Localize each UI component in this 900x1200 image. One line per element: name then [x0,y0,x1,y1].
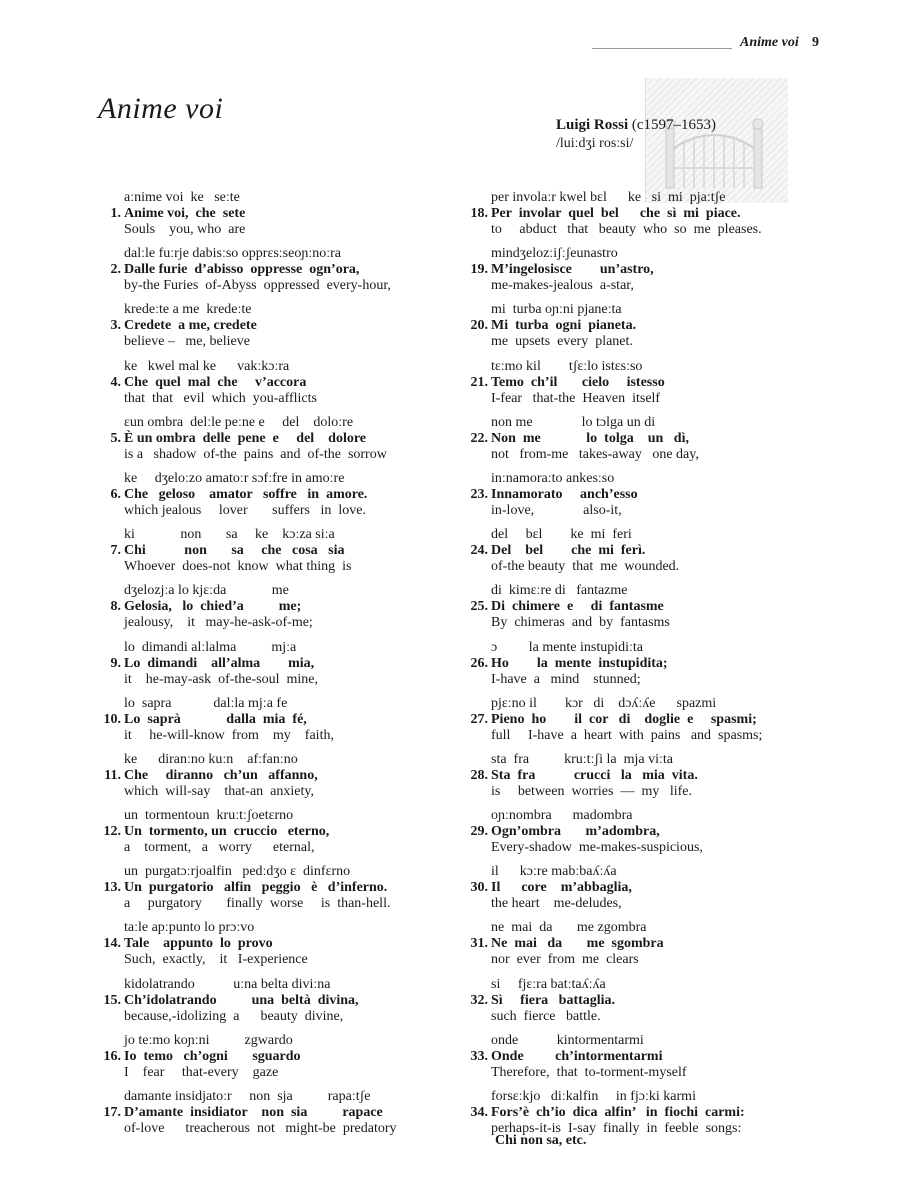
ipa-transcription: il kɔːre mabːbaʎːʎa [491,864,617,880]
verse-line [465,696,795,752]
verse-line [98,527,428,583]
word-gloss: Souls you, who are [124,222,246,237]
italian-text: Temo ch’il cielo istesso [491,374,665,390]
ipa-transcription: taːle apːpunto lo prɔːvo [124,920,255,936]
line-number: 1. [110,206,121,221]
ipa-transcription: pjɛːno il kɔr di dɔʎːʎe spazmi [491,695,717,711]
verse-line [98,752,428,808]
verse-line [465,808,795,864]
italian-text: Onde ch’intormentarmi [491,1048,663,1064]
italian-text: Gelosia, lo chied’a me; [124,599,302,615]
line-number: 7. [110,543,121,559]
verse-line [465,415,795,471]
italian-text: Di chimere e di fantasme [491,599,664,615]
italian-text: Che diranno ch’un affanno, [124,767,318,783]
line-number: 14. [103,936,121,952]
ipa-transcription: un purgatɔːrjoalfin pedːdʒo ɛ dinfɛrno [124,864,351,880]
composer-name: Luigi Rossi [556,117,629,133]
right-column [465,190,795,1145]
line-number: 31. [470,936,488,952]
italian-text: Lo saprà dalla mia fé, [124,711,307,727]
italian-text: Il core m’abbaglia, [491,880,632,896]
ipa-transcription: inːnamoraːto ankesːso [491,470,615,486]
verse-line [98,583,428,639]
verse-line [465,359,795,415]
verse-line [465,246,795,302]
word-gloss: By chimeras and by fantasms [491,615,670,631]
italian-text: È un ombra delle pene e del dolore [124,430,367,446]
ipa-transcription: jo teːmo koɲːni zgwardo [124,1032,293,1048]
italian-text: Ogn’ombra m’adombra, [491,824,660,840]
line-number: 22. [470,430,488,446]
italian-text: Sì fiera battaglia. [491,992,616,1008]
line-number: 26. [470,655,488,671]
verse-line [98,190,428,246]
italian-text: Credete a me, credete [124,318,257,334]
word-gloss: such fierce battle. [491,1008,601,1024]
ipa-transcription: dalːle fuːrje dabisːso opprɛsːseoɲːnoːra [124,246,341,262]
verse-line [98,359,428,415]
ipa-transcription: ke diranːno kuːn afːfanːno [124,751,298,767]
word-gloss: by-the Furies of-Abyss oppressed every-hour, [124,278,391,294]
line-number: 27. [470,711,488,727]
verse-line [98,1033,428,1089]
ipa-transcription: kredeːte a me kredeːte [124,302,252,318]
ipa-transcription: aːnime voi ke seːte [124,190,240,205]
ipa-transcription: lo sapra dalːla mjːa fe [124,695,288,711]
ipa-transcription: per involaːr kwel bɛl ke si mi pjaːtʃe [491,190,726,205]
ipa-transcription: un tormentoun kruːtːʃoetɛrno [124,808,294,824]
verse-line [465,302,795,358]
word-gloss: full I-have a heart with pains and spasms; [491,727,763,743]
verse-line [98,302,428,358]
line-number: 2. [110,262,121,278]
verse-line [465,190,795,246]
line-number: 33. [470,1048,488,1064]
word-gloss: jealousy, it may-he-ask-of-me; [124,615,313,631]
italian-text: Tale appunto lo provo [124,936,273,952]
line-number: 6. [110,486,121,502]
ipa-transcription: kidolatrando uːna belta diviːna [124,976,331,992]
line-number: 13. [103,880,121,896]
ipa-transcription: ke dʒeloːzo amatoːr sɔfːfre in amoːre [124,470,345,486]
word-gloss: to abduct that beauty who so me pleases. [491,222,762,237]
verse-line [98,977,428,1033]
line-number: 4. [110,374,121,390]
verse-line [465,864,795,920]
italian-text: Innamorato anch’esso [491,486,638,502]
word-gloss: perhaps-it-is I-say finally in feeble songs: [491,1121,742,1136]
italian-text: Lo dimandi all’alma mia, [124,655,315,671]
ipa-transcription: ɛun ombra delːle peːne e del doloːre [124,414,354,430]
ipa-transcription: dʒelozjːa lo kjɛːda me [124,583,289,599]
italian-text: Un tormento, un cruccio eterno, [124,824,330,840]
italian-text: Non me lo tolga un dì, [491,430,689,446]
ipa-transcription: mindʒelozːiʃːʃeunastro [491,246,618,262]
verse-line [465,583,795,639]
line-number: 21. [470,374,488,390]
line-number: 19. [470,262,488,278]
italian-text: Dalle furie d’abisso oppresse ogn’ora, [124,262,360,278]
italian-text: Pieno ho il cor di doglie e spasmi; [491,711,757,727]
ipa-transcription: non me lo tɔlga un di [491,414,656,430]
italian-text: M’ingelosisce un’astro, [491,262,654,278]
italian-text: Sta fra crucci la mia vita. [491,767,698,783]
line-number: 9. [110,655,121,671]
verse-line [98,1089,428,1145]
verse-line [98,808,428,864]
line-number: 11. [104,767,121,783]
verse-line [98,920,428,976]
word-gloss: I-fear that-the Heaven itself [491,390,661,406]
verse-line [98,864,428,920]
word-gloss: which jealous lover suffers in love. [124,502,366,518]
word-gloss: of-love treacherous not might-be predatory [124,1121,397,1136]
italian-text: Fors’è ch’io dica alfin’ in fiochi carmi: [491,1105,745,1120]
verse-line [98,696,428,752]
line-number: 17. [103,1105,121,1120]
song-title: Anime voi [98,92,224,125]
ipa-transcription: sta fra kruːtːʃi la mja viːta [491,751,673,767]
composer [556,117,716,134]
ipa-transcription: oɲːnombra madombra [491,808,633,824]
word-gloss: which will-say that-an anxiety, [124,783,314,799]
line-number: 10. [103,711,121,727]
ipa-transcription: del bɛl ke mi feri [491,527,632,543]
italian-text: Per involar quel bel che sì mi piace. [491,206,741,221]
line-number: 30. [470,880,488,896]
ipa-transcription: ke kwel mal ke vakːkɔːra [124,358,290,374]
word-gloss: Therefore, that to-torment-myself [491,1064,687,1080]
word-gloss: me-makes-jealous a-star, [491,278,634,294]
ipa-transcription: tɛːmo kil tʃɛːlo istɛsːso [491,358,643,374]
verse-line [465,920,795,976]
coda-line: Chi non sa, etc. [495,1133,587,1148]
line-number: 24. [470,543,488,559]
word-gloss: Every-shadow me-makes-suspicious, [491,840,703,856]
page-number: 9 [812,35,819,50]
composer-ipa: /luiːdʒi rosːsi/ [556,136,634,151]
composer-dates: (c1597–1653) [631,117,717,133]
ipa-transcription: lo dimandi alːlalma mjːa [124,639,297,655]
word-gloss: not from-me takes-away one day, [491,446,699,462]
ipa-transcription: ne mai da me zgombra [491,920,647,936]
line-number: 28. [470,767,488,783]
word-gloss: a torment, a worry eternal, [124,840,315,856]
left-column [98,190,428,1145]
line-number: 3. [110,318,121,334]
word-gloss: because,-idolizing a beauty divine, [124,1008,344,1024]
word-gloss: it he-will-know from my faith, [124,727,334,743]
ipa-transcription: si fjɛːra batːtaʎːʎa [491,976,606,992]
verse-line [98,415,428,471]
word-gloss: is between worries — my life. [491,783,693,799]
line-number: 12. [103,824,121,840]
line-number: 16. [103,1048,121,1064]
word-gloss: Such, exactly, it I-experience [124,952,308,968]
verse-line [98,471,428,527]
word-gloss: I fear that-every gaze [124,1064,279,1080]
word-gloss: a purgatory finally worse is than-hell. [124,896,391,912]
word-gloss: Whoever does-not know what thing is [124,559,352,575]
italian-text: Ho la mente instupidita; [491,655,668,671]
word-gloss: it he-may-ask of-the-soul mine, [124,671,319,687]
line-number: 8. [110,599,121,615]
italian-text: Anime voi, che sete [124,206,246,221]
ipa-transcription: mi turba oɲːni pjaneːta [491,302,622,318]
italian-text: Chi non sa che cosa sia [124,543,345,559]
ipa-transcription: ki non sa ke kɔːza siːa [124,527,335,543]
ipa-transcription: forsɛːkjo diːkalfin in fjɔːki karmi [491,1089,696,1104]
line-number: 5. [110,430,121,446]
verse-line [98,640,428,696]
word-gloss: me upsets every planet. [491,334,633,350]
verse-line [465,640,795,696]
verse-line [465,471,795,527]
word-gloss: nor ever from me clears [491,952,639,968]
ipa-transcription: di kimɛːre di fantazme [491,583,628,599]
verse-line [465,752,795,808]
verse-line [465,527,795,583]
italian-text: Che geloso amator soffre in amore. [124,486,368,502]
line-number: 23. [470,486,488,502]
verse-line [465,1033,795,1089]
italian-text: Che quel mal che v’accora [124,374,307,390]
italian-text: Del bel che mi ferì. [491,543,646,559]
verse-line [98,246,428,302]
line-number: 32. [470,992,488,1008]
word-gloss: that that evil which you-afflicts [124,390,317,406]
header-rule [592,48,732,49]
ipa-transcription: onde kintormentarmi [491,1032,644,1048]
line-number: 34. [470,1105,488,1120]
italian-text: Ne mai da me sgombra [491,936,664,952]
word-gloss: I-have a mind stunned; [491,671,641,687]
italian-text: D’amante insidiator non sia rapace [124,1105,383,1120]
italian-text: Mi turba ogni pianeta. [491,318,637,334]
verse-line [465,977,795,1033]
line-number: 18. [470,206,488,221]
word-gloss: is a shadow of-the pains and of-the sorrow [124,446,387,462]
word-gloss: in-love, also-it, [491,502,622,518]
italian-text: Io temo ch’ogni sguardo [124,1048,301,1064]
word-gloss: believe – me, believe [124,334,250,350]
italian-text: Ch’idolatrando una beltà divina, [124,992,359,1008]
ipa-transcription: damante insidjatoːr non sja rapaːtʃe [124,1089,371,1104]
line-number: 20. [470,318,488,334]
running-title: Anime voi [740,35,799,50]
line-number: 15. [103,992,121,1008]
word-gloss: of-the beauty that me wounded. [491,559,680,575]
ipa-transcription: ɔ la mente instupidiːta [491,639,644,655]
italian-text: Un purgatorio alfin peggio è d’inferno. [124,880,388,896]
line-number: 29. [470,824,488,840]
word-gloss: the heart me-deludes, [491,896,622,912]
line-number: 25. [470,599,488,615]
